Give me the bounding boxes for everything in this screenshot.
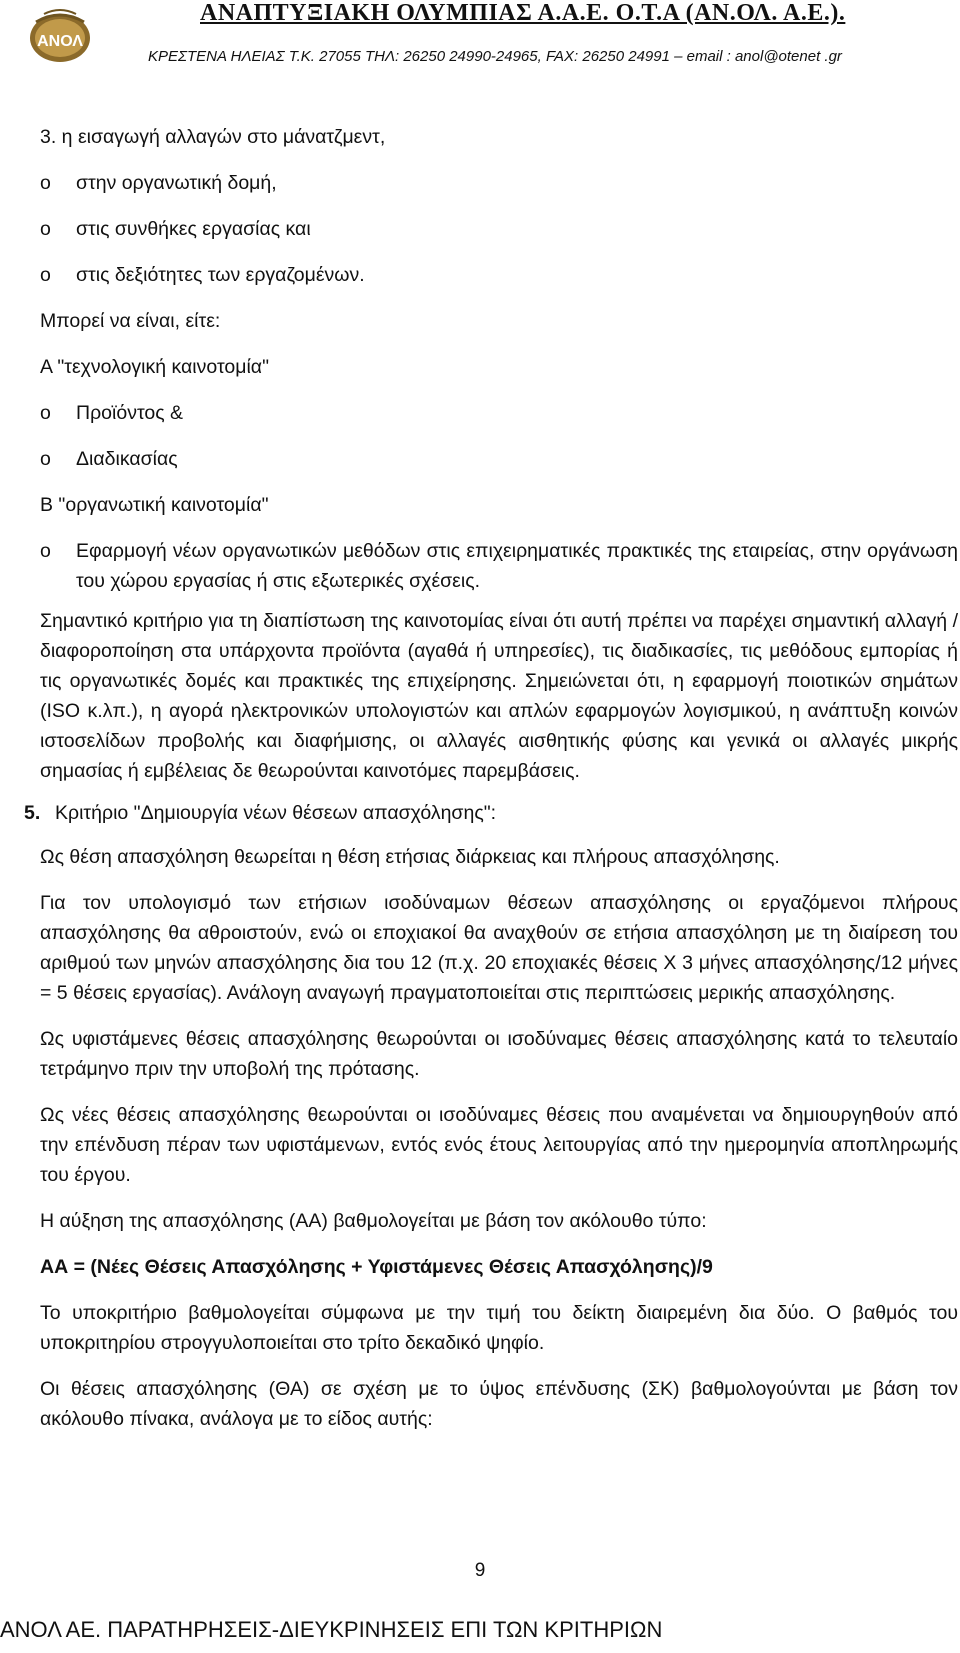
organization-title: ΑΝΑΠΤΥΞΙΑΚΗ ΟΛΥΜΠΙΑΣ Α.Α.Ε. Ο.Τ.Α (ΑΝ.ΟΛ. Α.Ε.). (200, 0, 846, 26)
paragraph: Οι θέσεις απασχόλησης (ΘΑ) σε σχέση με το ύψος επένδυσης (ΣΚ) βαθμολογούνται με βάση τον ακόλουθο πίνακα, ανάλογα με το είδος αυτής: (40, 1378, 958, 1430)
bullet-text: Διαδικασίας (76, 448, 178, 470)
paragraph: Η αύξηση της απασχόλησης (ΑΑ) βαθμολογείται με βάση τον ακόλουθο τύπο: (40, 1210, 707, 1232)
bullet-marker: o (40, 540, 51, 562)
list-item-3: 3. η εισαγωγή αλλαγών στο μάνατζμεντ, (40, 126, 386, 148)
bullet-marker: o (40, 402, 51, 424)
page-footer: ΑΝΟΛ ΑΕ. ΠΑΡΑΤΗΡΗΣΕΙΣ-ΔΙΕΥΚΡΙΝΗΣΕΙΣ ΕΠΙ ΤΩΝ ΚΡΙΤΗΡΙΩΝ (0, 1617, 663, 1642)
category-a-label: Α "τεχνολογική καινοτομία" (40, 356, 269, 378)
olive-logo-icon (24, 4, 96, 68)
bullet-item (40, 168, 958, 214)
paragraph: Ως νέες θέσεις απασχόλησης θεωρούνται οι ισοδύναμες θέσεις που αναμένεται να δημιουργηθούν από την επένδυση πέραν των υφιστάμενων, εντός ενός έτους λειτουργίας από την ημερομηνία αποπληρωμής του έργου. (40, 1104, 958, 1186)
formula: ΑΑ = (Νέες Θέσεις Απασχόλησης + Υφιστάμενες Θέσεις Απασχόλησης)/9 (40, 1256, 713, 1278)
paragraph: Το υποκριτήριο βαθμολογείται σύμφωνα με την τιμή του δείκτη διαιρεμένη δια δύο. Ο βαθμός του υποκριτηρίου στρογγυλοποιείται στο τρίτο δεκαδικό ψηφίο. (40, 1302, 958, 1354)
bullet-marker: o (40, 218, 51, 240)
criterion-paragraph: Σημαντικό κριτήριο για τη διαπίστωση της καινοτομίας είναι ότι αυτή πρέπει να παρέχει σημαντική αλλαγή / διαφοροποίηση στα υπάρχοντα προϊόντα (αγαθά ή υπηρεσίες), τις διαδικασίες, τις μεθόδους εμπορίας ή τις οργανωτικές δομές και πρακτικές της επιχείρησης. Σημειώνεται ότι, η εφαρμογή ποιοτικών σημάτων (ISO κ.λπ.), η αγορά ηλεκτρονικών υπολογιστών και απλών εφαρμογών λογισμικού, η ανάπτυξη κοινών ιστοσελίδων προβολής και διαφήμισης, οι αλλαγές αισθητικής φύσης και γενικά οι αλλαγές μικρής σημασίας ή εμβέλειας δε θεωρούνται καινοτόμες παρεμβάσεις. (40, 610, 958, 782)
bullet-marker: o (40, 264, 51, 286)
bullet-text: στις δεξιότητες των εργαζομένων. (76, 264, 365, 286)
page-header (0, 0, 960, 76)
section-5-heading (24, 798, 958, 828)
bullet-item (40, 260, 958, 306)
bullet-marker: o (40, 172, 51, 194)
bullet-text: Εφαρμογή νέων οργανωτικών μεθόδων στις επιχειρηματικές πρακτικές της εταιρείας, στην οργάνωση του χώρου εργασίας ή στις εξωτερικές σχέσεις. (76, 540, 958, 592)
paragraph: Ως θέση απασχόληση θεωρείται η θέση ετήσιας διάρκειας και πλήρους απασχόλησης. (40, 846, 780, 868)
section-title: Κριτήριο "Δημιουργία νέων θέσεων απασχόλησης": (55, 802, 497, 824)
paragraph: Ως υφιστάμενες θέσεις απασχόλησης θεωρούνται οι ισοδύναμες θέσεις απασχόλησης κατά το τελευταίο τετράμηνο πριν την υποβολή της πρότασης. (40, 1028, 958, 1080)
svg-text:ΑΝΟΛ: ΑΝΟΛ (37, 33, 83, 50)
bullet-text: στην οργανωτική δομή, (76, 172, 277, 194)
paragraph: Για τον υπολογισμό των ετήσιων ισοδύναμων θέσεων απασχόλησης οι εργαζόμενοι πλήρους απασχόλησης θα αθροιστούν, ενώ οι εποχιακοί θα αναχθούν σε ετήσια απασχόληση με τη διαίρεση του αριθμού των μηνών απασχόλησης δια του 12 (π.χ. 20 εποχιακές θέσεις Χ 3 μήνες απασχόλησης/12 μήνες = 5 θέσεις εργασίας). Ανάλογη αναγωγή πραγματοποιείται στις περιπτώσεις μερικής απασχόλησης. (40, 892, 958, 1004)
page-number: 9 (474, 1560, 486, 1581)
company-logo (24, 4, 96, 68)
organization-contact: ΚΡΕΣΤΕΝΑ ΗΛΕΙΑΣ Τ.Κ. 27055 ΤΗΛ: 26250 24990-24965, FAX: 26250 24991 – email : anol@otenet .gr (148, 48, 842, 65)
bullet-marker: o (40, 448, 51, 470)
either-intro: Μπορεί να είναι, είτε: (40, 310, 221, 332)
section-number: 5. (24, 802, 41, 824)
bullet-item (40, 536, 958, 596)
bullet-text: Προϊόντος & (76, 402, 184, 424)
document-body (24, 122, 958, 1434)
bullet-item (40, 444, 958, 490)
bullet-item (40, 398, 958, 444)
bullet-text: στις συνθήκες εργασίας και (76, 218, 311, 240)
bullet-item (40, 214, 958, 260)
category-b-label: Β "οργανωτική καινοτομία" (40, 494, 269, 516)
